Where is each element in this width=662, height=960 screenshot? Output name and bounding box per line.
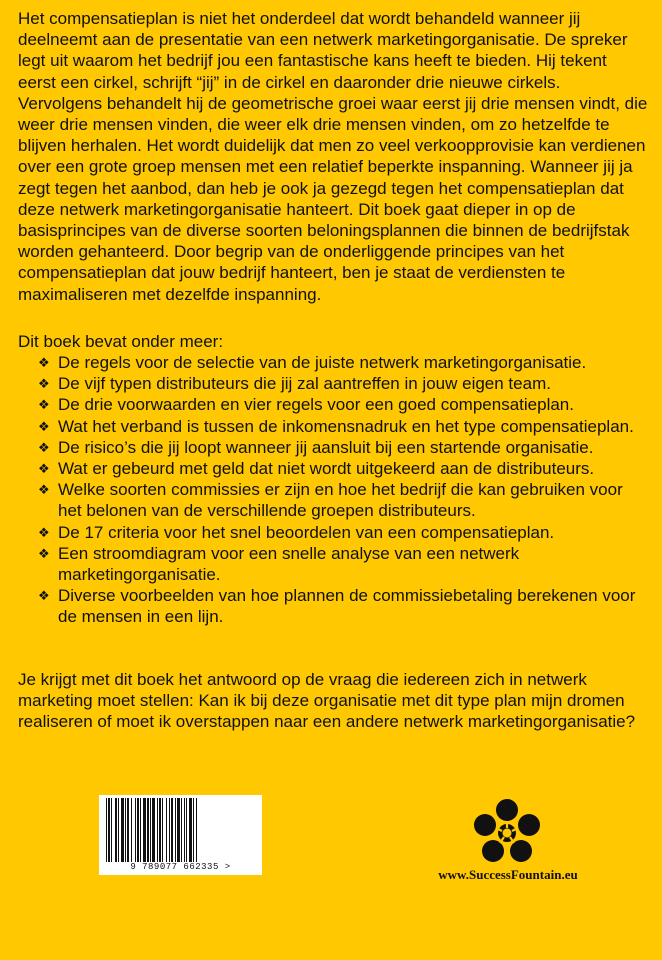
barcode-bar xyxy=(166,798,167,862)
bullet-item xyxy=(18,543,648,585)
bullet-text: De regels voor de selectie van de juiste netwerk marketingorganisatie. xyxy=(58,353,587,372)
barcode-bar xyxy=(140,798,141,862)
closing-paragraph: Je krijgt met dit boek het antwoord op de vraag die iedereen zich in netwerk marketing moet stellen: Kan ik bij deze organisatie met dit type plan mijn dromen realiseren of moet ik overstappen naar een andere netwerk marketingorganisatie? xyxy=(18,670,636,732)
barcode-bar xyxy=(135,798,136,862)
diamond-bullet-icon: ❖ xyxy=(38,355,50,370)
bullet-item xyxy=(18,394,648,415)
barcode-bar xyxy=(137,798,139,862)
bullet-text: Een stroomdiagram voor een snelle analyse van een netwerk marketingorganisatie. xyxy=(58,543,520,585)
diamond-bullet-icon: ❖ xyxy=(38,545,50,561)
barcode-bar xyxy=(150,798,151,862)
barcode-bar xyxy=(169,798,170,862)
bullet-item xyxy=(18,458,648,479)
barcode-bar xyxy=(127,798,129,862)
bullet-text: Wat er gebeurd met geld dat niet wordt uitgekeerd aan de distributeurs. xyxy=(58,459,595,479)
contents-heading: Dit boek bevat onder meer: xyxy=(18,332,224,351)
bullet-item xyxy=(18,585,648,627)
barcode-bar xyxy=(152,798,155,862)
barcode-bar xyxy=(175,798,176,862)
diamond-bullet-icon: ❖ xyxy=(38,418,50,434)
barcode-bar xyxy=(111,798,112,862)
diamond-bullet-icon: ❖ xyxy=(38,461,50,477)
barcode-bar xyxy=(186,798,187,862)
barcode-bar xyxy=(177,798,180,862)
barcode-bar xyxy=(106,798,107,862)
barcode-bar xyxy=(171,798,173,862)
diamond-bullet-icon: ❖ xyxy=(38,482,50,498)
bullet-text: Wat het verband is tussen de inkomensnadruk en het type compensatieplan. xyxy=(58,416,634,436)
bullet-text: De 17 criteria voor het snel beoordelen van een compensatieplan. xyxy=(58,522,555,542)
bullet-item xyxy=(18,373,648,394)
barcode-bar xyxy=(143,798,146,862)
bullet-item xyxy=(18,522,648,543)
bullet-text: Welke soorten commissies er zijn en hoe het bedrijf die kan gebruiken voor het belonen van de verschillende groepen distributeurs. xyxy=(58,480,623,521)
publisher-website: www.SuccessFountain.eu xyxy=(438,867,578,882)
barcode-bar xyxy=(118,798,119,862)
bullet-text: De vijf typen distributeurs die jij zal aantreffen in jouw eigen team. xyxy=(58,374,551,394)
barcode-bar xyxy=(121,798,124,862)
bullet-item xyxy=(18,437,648,458)
barcode-bar xyxy=(115,798,117,862)
diamond-bullet-icon: ❖ xyxy=(38,439,50,455)
contents-bullet-list xyxy=(18,352,648,628)
barcode-bar xyxy=(125,798,126,862)
barcode-bar xyxy=(157,798,158,862)
barcode-bar xyxy=(162,798,163,862)
barcode-bar xyxy=(131,798,132,862)
barcode-number: 9 789077 662335 > xyxy=(130,862,231,872)
diamond-bullet-icon: ❖ xyxy=(38,588,50,604)
barcode-bar xyxy=(193,798,194,862)
diamond-bullet-icon: ❖ xyxy=(38,524,50,540)
barcode-bar xyxy=(184,798,185,862)
barcode-bars xyxy=(104,798,257,862)
isbn-barcode xyxy=(99,795,262,875)
barcode-bar xyxy=(147,798,149,862)
bullet-text: De risico’s die jij loopt wanneer jij aansluit bij een startende organisatie. xyxy=(58,437,594,457)
barcode-bar xyxy=(189,798,192,862)
bullet-item xyxy=(18,416,648,437)
bullet-item xyxy=(18,479,648,521)
intro-paragraph: Het compensatieplan is niet het onderdeel dat wordt behandeld wanneer jij deelneemt aan de presentatie van een netwerk marketingorganisatie. De spreker legt uit waarom het bedrijf jou een fantastische kans heeft te bieden. Hij tekent eerst een cirkel, schrijft “jij” in de cirkel en daaronder drie nieuwe cirkels. Vervolgens behandelt hij de geometrische groei waar eerst jij drie mensen vindt, die weer drie mensen vinden, die weer elk drie mensen vinden, om zo hetzelfde te blijven herhalen. Het wordt duidelijk dat men zo veel verkoopprovisie kan verdienen over een grote groep mensen met een relatief beperkte inspanning. Wanneer jij ja zegt tegen het aanbod, dan heb je ook ja gezegd tegen het compensatieplan dat deze netwerk marketingorganisatie hanteert. Dit boek gaat dieper in op de basisprincipes van de diverse soorten beloningsplannen die binnen de bedrijfstak worden gehanteerd. Door begrip van de onderliggende principes van het compensatieplan dat jouw bedrijf hanteert, ben je staat de verdiensten te maximaliseren met dezelfde inspanning. xyxy=(18,9,648,304)
barcode-bar xyxy=(196,798,197,862)
barcode-bar xyxy=(159,798,161,862)
bullet-text: Diverse voorbeelden van hoe plannen de commissiebetaling berekenen voor de mensen in een lijn. xyxy=(58,586,636,627)
bullet-text: De drie voorwaarden en vier regels voor een goed compensatieplan. xyxy=(58,395,574,415)
diamond-bullet-icon: ❖ xyxy=(38,397,50,413)
barcode-bar xyxy=(108,798,110,862)
bullet-item xyxy=(18,352,648,373)
diamond-bullet-icon: ❖ xyxy=(38,376,50,392)
barcode-bar xyxy=(181,798,182,862)
flower-logo-icon xyxy=(471,797,543,865)
